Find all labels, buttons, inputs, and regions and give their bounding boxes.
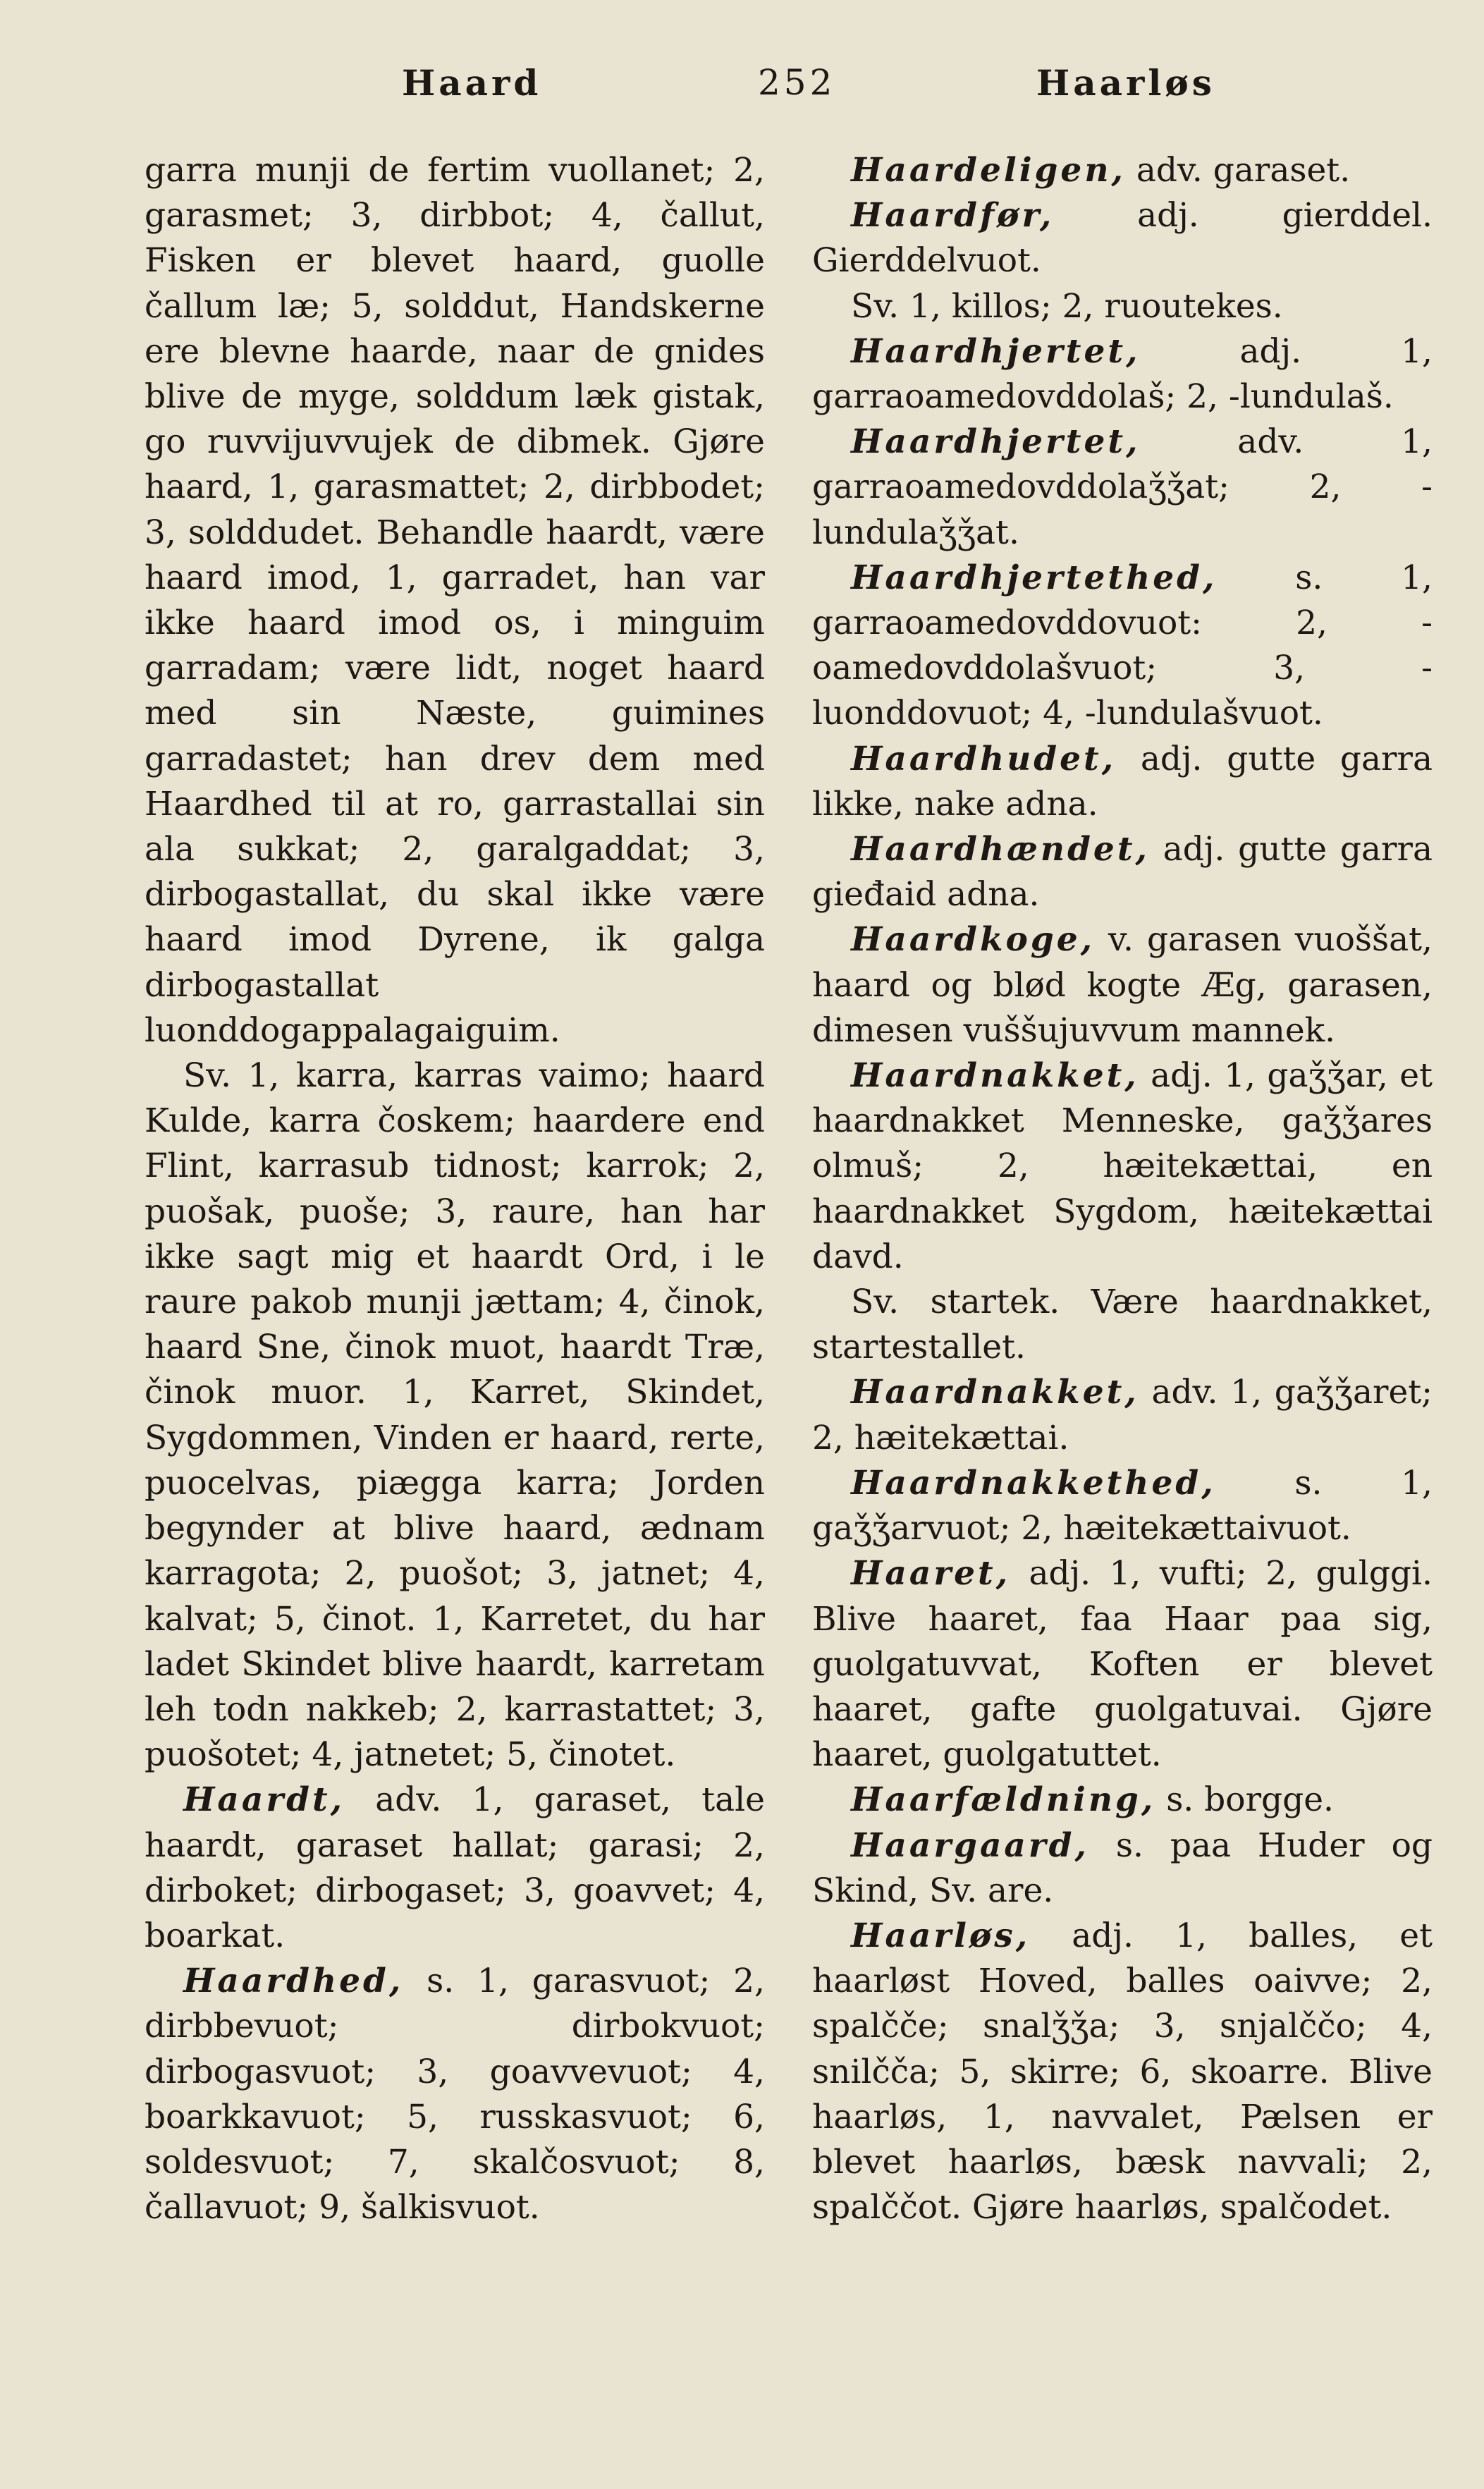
- dictionary-entry: [812, 1370, 1433, 1460]
- header-left-guideword: Haard: [402, 62, 542, 104]
- entry-headword: Haardkoge,: [851, 920, 1095, 960]
- entry-headword: Haardfør,: [851, 196, 1055, 236]
- dictionary-entry: [812, 1461, 1433, 1551]
- entry-text: Sv. 1, killos; 2, ruoutekes.: [851, 286, 1283, 326]
- entry-text: s. 1, garraoamedovddovuot: 2, -oamedovddolašvuot; 3, -luonddovuot; 4, -lundulašvuot.: [812, 558, 1433, 733]
- dictionary-entry: [812, 1280, 1433, 1370]
- dictionary-entry: [812, 1823, 1433, 1914]
- entry-text: adj. 1, garraoamedovddolaš; 2, -lundulaš.: [812, 331, 1433, 417]
- header-right-guideword: Haarløs: [1036, 62, 1215, 104]
- entry-text: adj. gutte garra gieđaid adna.: [812, 830, 1433, 915]
- entry-headword: Haardhjertethed,: [851, 558, 1218, 597]
- entry-headword: Haaret,: [851, 1554, 1011, 1594]
- dictionary-entry: [145, 1778, 765, 1959]
- entry-headword: Haarløs,: [851, 1916, 1031, 1955]
- entry-text: adj. gutte garra likke, nake adna.: [812, 739, 1433, 824]
- entry-headword: Haardeligen,: [851, 151, 1126, 190]
- entry-text: adv. 1, garraoamedovddolaǯǯat; 2, -lundulaǯǯat.: [812, 422, 1433, 552]
- dictionary-entry: [812, 1053, 1433, 1280]
- entry-headword: Haardnakket,: [851, 1056, 1139, 1096]
- entry-headword: Haargaard,: [851, 1826, 1089, 1865]
- entry-text: adj. 1, balles, et haarløst Hoved, balles oaivve; 2, spalčče; snalǯǯa; 3, snjalččo; 4, snilčča; 5, skirre; 6, skoarre. Blive haarløs, 1, navvalet, Pælsen er blevet haarløs, bæsk navvali; 2, spalččot. Gjøre haarløs, spalčodet.: [812, 1916, 1433, 2227]
- dictionary-entry: [812, 556, 1433, 737]
- entry-headword: Haarfældning,: [851, 1780, 1156, 1820]
- page-number: 252: [758, 62, 836, 103]
- dictionary-entry: [812, 827, 1433, 917]
- entry-headword: Haardnakket,: [851, 1373, 1139, 1412]
- dictionary-entry: [812, 148, 1433, 193]
- dictionary-entry: [812, 329, 1433, 420]
- dictionary-entry: [145, 1959, 765, 2230]
- entry-headword: Haardhjertet,: [851, 422, 1141, 462]
- dictionary-entry: [145, 1053, 765, 1778]
- entry-text: Sv. startek. Være haardnakket, startestallet.: [812, 1283, 1433, 1367]
- running-head: [0, 62, 1484, 118]
- dictionary-entry: [812, 1778, 1433, 1823]
- left-column: [145, 148, 765, 2230]
- entry-headword: Haardt,: [183, 1780, 345, 1820]
- entry-text: garra munji de fertim vuollanet; 2, garasmet; 3, dirbbot; 4, čallut, Fisken er blevet haard, guolle čallum læ; 5, solddut, Handskerne ere blevne haarde, naar de gnides blive de myge, solddum læk gistak, go ruvvijuvvujek de dibmek. Gjøre haard, 1, garasmattet; 2, dirbbodet; 3, solddudet. Behandle haardt, være haard imod, 1, garradet, han var ikke haard imod os, i minguim garradam; være lidt, noget haard med sin Næste, guimines garradastet; han drev dem med Haardhed til at ro, garrastallai sin ala sukkat; 2, garalgaddat; 3, dirbogastallat, du skal ikke være haard imod Dyrene, ik galga dirbogastallat luonddogappalagaiguim.: [145, 151, 765, 1050]
- entry-headword: Haardnakkethed,: [851, 1463, 1216, 1503]
- entry-text: s. borgge.: [1166, 1780, 1334, 1820]
- entry-text: adj. gierddel. Gierddelvuot.: [812, 196, 1433, 281]
- entry-text: adv. 1, gaǯǯaret; 2, hæitekættai.: [812, 1373, 1433, 1457]
- entry-text: adj. 1, gaǯǯar, et haardnakket Menneske, gaǯǯares olmuš; 2, hæitekættai, en haardnakket Sygdom, hæitekættai davd.: [812, 1056, 1433, 1276]
- entry-text: Sv. 1, karra, karras vaimo; haard Kulde, karra čoskem; haardere end Flint, karrasub tidnost; karrok; 2, puošak, puoše; 3, raure, han har ikke sagt mig et haardt Ord, i le raure pakob munji jættam; 4, činok, haard Sne, činok muot, haardt Træ, činok muor. 1, Karret, Skindet, Sygdommen, Vinden er haard, rerte, puocelvas, piægga karra; Jorden begynder at blive haard, ædnam karragota; 2, puošot; 3, jatnet; 4, kalvat; 5, činot. 1, Karretet, du har ladet Skindet blive haardt, karretam leh todn nakkeb; 2, karrastattet; 3, puošotet; 4, jatnetet; 5, činotet.: [145, 1056, 765, 1775]
- entry-headword: Haardhed,: [183, 1962, 404, 2001]
- entry-headword: Haardhændet,: [851, 830, 1150, 869]
- entry-text: v. garasen vuoššat, haard og blød kogte Æg, garasen, dimesen vuššujuvvum mannek.: [812, 920, 1433, 1050]
- dictionary-entry: [812, 737, 1433, 827]
- dictionary-entry: [812, 1551, 1433, 1778]
- entry-text: s. paa Huder og Skind, Sv. are.: [812, 1826, 1433, 1910]
- dictionary-entry: [812, 193, 1433, 283]
- dictionary-entry: [812, 284, 1433, 329]
- dictionary-entry: [812, 420, 1433, 556]
- dictionary-entry: [812, 1914, 1433, 2230]
- right-column: [812, 148, 1433, 2230]
- entry-headword: Haardhudet,: [851, 739, 1117, 778]
- dictionary-entry: [145, 148, 765, 1053]
- entry-text: s. 1, garasvuot; 2, dirbbevuot; dirbokvuot; dirbogasvuot; 3, goavvevuot; 4, boarkkavuot; 5, russkasvuot; 6, soldesvuot; 7, skalčosvuot; 8, čallavuot; 9, šalkisvuot.: [145, 1962, 765, 2227]
- dictionary-entry: [812, 917, 1433, 1053]
- entry-text: adv. garaset.: [1136, 151, 1351, 190]
- entry-text: s. 1, gaǯǯarvuot; 2, hæitekættaivuot.: [812, 1463, 1433, 1548]
- entry-text: adj. 1, vufti; 2, gulggi. Blive haaret, faa Haar paa sig, guolgatuvvat, Koften er blevet haaret, gafte guolgatuvai. Gjøre haaret, guolgatuttet.: [812, 1554, 1433, 1775]
- entry-text: adv. 1, garaset, tale haardt, garaset hallat; garasi; 2, dirboket; dirbogaset; 3, goavvet; 4, boarkat.: [145, 1780, 765, 1955]
- entry-headword: Haardhjertet,: [851, 331, 1141, 371]
